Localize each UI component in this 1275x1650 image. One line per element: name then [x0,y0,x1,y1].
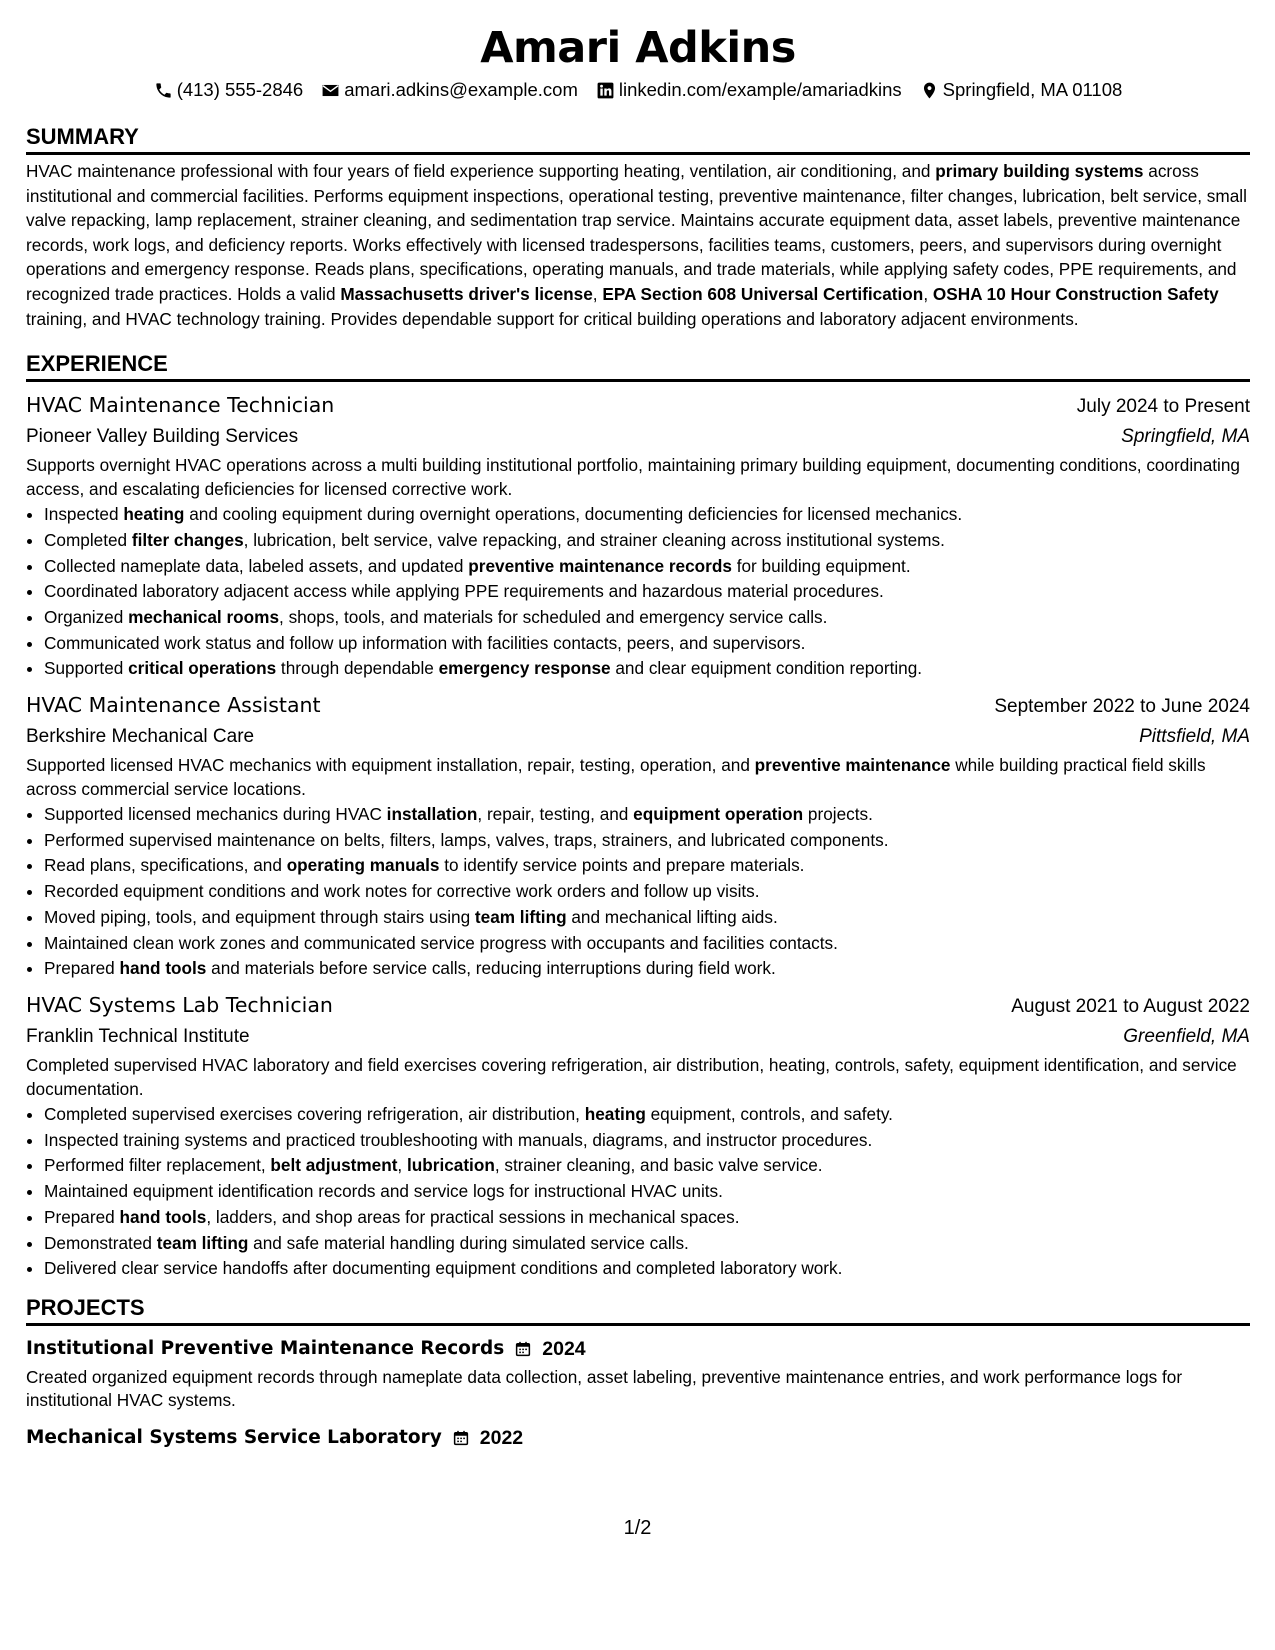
projects-heading: PROJECTS [26,1294,1250,1326]
phone-icon [154,81,173,100]
experience-heading: EXPERIENCE [26,350,1250,382]
bullet-item: • Maintained equipment identification records and service logs for instructional HVAC units. [44,1179,1250,1205]
bullet-item: • Recorded equipment conditions and work notes for corrective work orders and follow up visits. [44,879,1250,905]
bullet-item: • Coordinated laboratory adjacent access while applying PPE requirements and hazardous material procedures. [44,579,1250,605]
job-date: September 2022 to June 2024 [994,696,1250,718]
bullet-item: • Organized mechanical rooms, shops, tools, and materials for scheduled and emergency service calls. [44,605,1250,631]
job-location: Pittsfield, MA [1139,726,1250,748]
linkedin-text: linkedin.com/example/amariadkins [618,79,902,100]
email-icon [321,81,340,100]
job-date: August 2021 to August 2022 [1011,996,1250,1017]
project-title: Mechanical Systems Service Laboratory [26,1426,442,1448]
job-bullets [26,502,1250,682]
job-entry [26,390,1250,682]
bullet-item: • Collected nameplate data, labeled assets, and updated preventive maintenance records for building equipment. [44,554,1250,580]
project-entry [26,1423,1250,1453]
email-text: amari.adkins@example.com [344,79,578,100]
contact-linkedin[interactable] [596,79,902,101]
contact-email[interactable] [321,79,578,101]
job-location: Springfield, MA [1121,426,1250,448]
bullet-item: • Prepared hand tools, ladders, and shop areas for practical sessions in mechanical spaces. [44,1205,1250,1231]
location-text: Springfield, MA 01108 [942,79,1123,100]
job-company: Pioneer Valley Building Services [26,426,299,448]
project-title: Institutional Preventive Maintenance Records [26,1337,505,1359]
bullet-item: • Supported licensed mechanics during HVAC installation, repair, testing, and equipment operation projects. [44,802,1250,828]
bullet-item: • Completed filter changes, lubrication, belt service, valve repacking, and strainer cleaning across institutional systems. [44,528,1250,554]
job-title: HVAC Maintenance Technician [26,393,335,418]
calendar-icon [452,1429,470,1447]
job-bullets [26,1102,1250,1282]
job-entry [26,990,1250,1282]
bullet-item: • Performed supervised maintenance on belts, filters, lamps, valves, traps, strainers, and lubricated components. [44,828,1250,854]
contact-bar [26,77,1250,103]
summary-text: HVAC maintenance professional with four years of field experience supporting heating, ventilation, air conditioning, and primary building systems across institutional and commercial facilities. Performs equipment inspections, operational testing, preventive maintenance, filter changes, lubrication, belt service, small valve repacking, lamp replacement, strainer cleaning, and sedimentation trap service. Maintains accurate equipment data, asset labels, preventive maintenance records, work logs, and deficiency reports. Works effectively with licensed tradespersons, facilities teams, customers, peers, and supervisors during overnight operations and emergency response. Reads plans, specifications, operating manuals, and trade materials, while applying safety codes, PPE requirements, and recognized trade practices. Holds a valid Massachusetts driver's license, EPA Section 608 Universal Certification, OSHA 10 Hour Construction Safety training, and HVAC technology training. Provides dependable support for critical building operations and laboratory adjacent environments. [26,161,1247,329]
bullet-item: • Performed filter replacement, belt adjustment, lubrication, strainer cleaning, and basic valve service. [44,1153,1250,1179]
location-pin-icon [920,81,939,100]
job-date: July 2024 to Present [1076,396,1250,418]
job-location: Greenfield, MA [1123,1026,1250,1047]
bullet-item: • Read plans, specifications, and operating manuals to identify service points and prepare materials. [44,853,1250,879]
bullet-item: • Completed supervised exercises covering refrigeration, air distribution, heating equipment, controls, and safety. [44,1102,1250,1128]
project-description: Created organized equipment records through nameplate data collection, asset labeling, preventive maintenance entries, and work performance logs for institutional HVAC systems. [26,1366,1183,1411]
project-entry [26,1334,1250,1413]
experience-section [26,350,1250,1282]
summary-heading: SUMMARY [26,123,1250,155]
bullet-item: • Delivered clear service handoffs after documenting equipment conditions and completed laboratory work. [44,1256,1250,1282]
linkedin-icon [596,81,615,100]
bullet-item: • Supported critical operations through dependable emergency response and clear equipment condition reporting. [44,656,1250,682]
job-entry [26,690,1250,982]
job-description: Supported licensed HVAC mechanics with equipment installation, repair, testing, operation, and preventive maintenance while building practical field skills across commercial service locations. [26,755,1206,799]
job-bullets [26,802,1250,982]
candidate-name: Amari Adkins [480,23,796,73]
bullet-item: • Inspected heating and cooling equipment during overnight operations, documenting deficiencies for licensed mechanics. [44,502,1250,528]
bullet-item: • Communicated work status and follow up information with facilities contacts, peers, and supervisors. [44,631,1250,657]
calendar-icon [514,1340,532,1358]
bullet-item: • Maintained clean work zones and communicated service progress with occupants and facilities contacts. [44,931,1250,957]
resume-page [26,22,1250,1453]
job-description: Supports overnight HVAC operations across a multi building institutional portfolio, maintaining primary building equipment, documenting conditions, coordinating access, and escalating deficiencies for licensed corrective work. [26,455,1240,499]
job-company: Franklin Technical Institute [26,1026,250,1047]
contact-phone[interactable] [154,79,304,101]
bullet-item: • Inspected training systems and practiced troubleshooting with manuals, diagrams, and instructor procedures. [44,1128,1250,1154]
contact-location [920,79,1123,101]
project-year: 2022 [479,1426,524,1449]
bullet-item: • Moved piping, tools, and equipment through stairs using team lifting and mechanical lifting aids. [44,905,1250,931]
job-description: Completed supervised HVAC laboratory and field exercises covering refrigeration, air distribution, heating, controls, safety, equipment identification, and service documentation. [26,1055,1237,1099]
page-number: 1/2 [623,1517,652,1539]
job-title: HVAC Systems Lab Technician [26,993,333,1017]
project-year: 2024 [542,1337,586,1360]
bullet-item: • Demonstrated team lifting and safe material handling during simulated service calls. [44,1231,1250,1257]
job-title: HVAC Maintenance Assistant [26,693,321,718]
job-company: Berkshire Mechanical Care [26,726,255,748]
bullet-item: • Prepared hand tools and materials before service calls, reducing interruptions during field work. [44,956,1250,982]
summary-section [26,123,1250,331]
projects-section [26,1294,1250,1453]
phone-text: (413) 555-2846 [176,79,304,100]
